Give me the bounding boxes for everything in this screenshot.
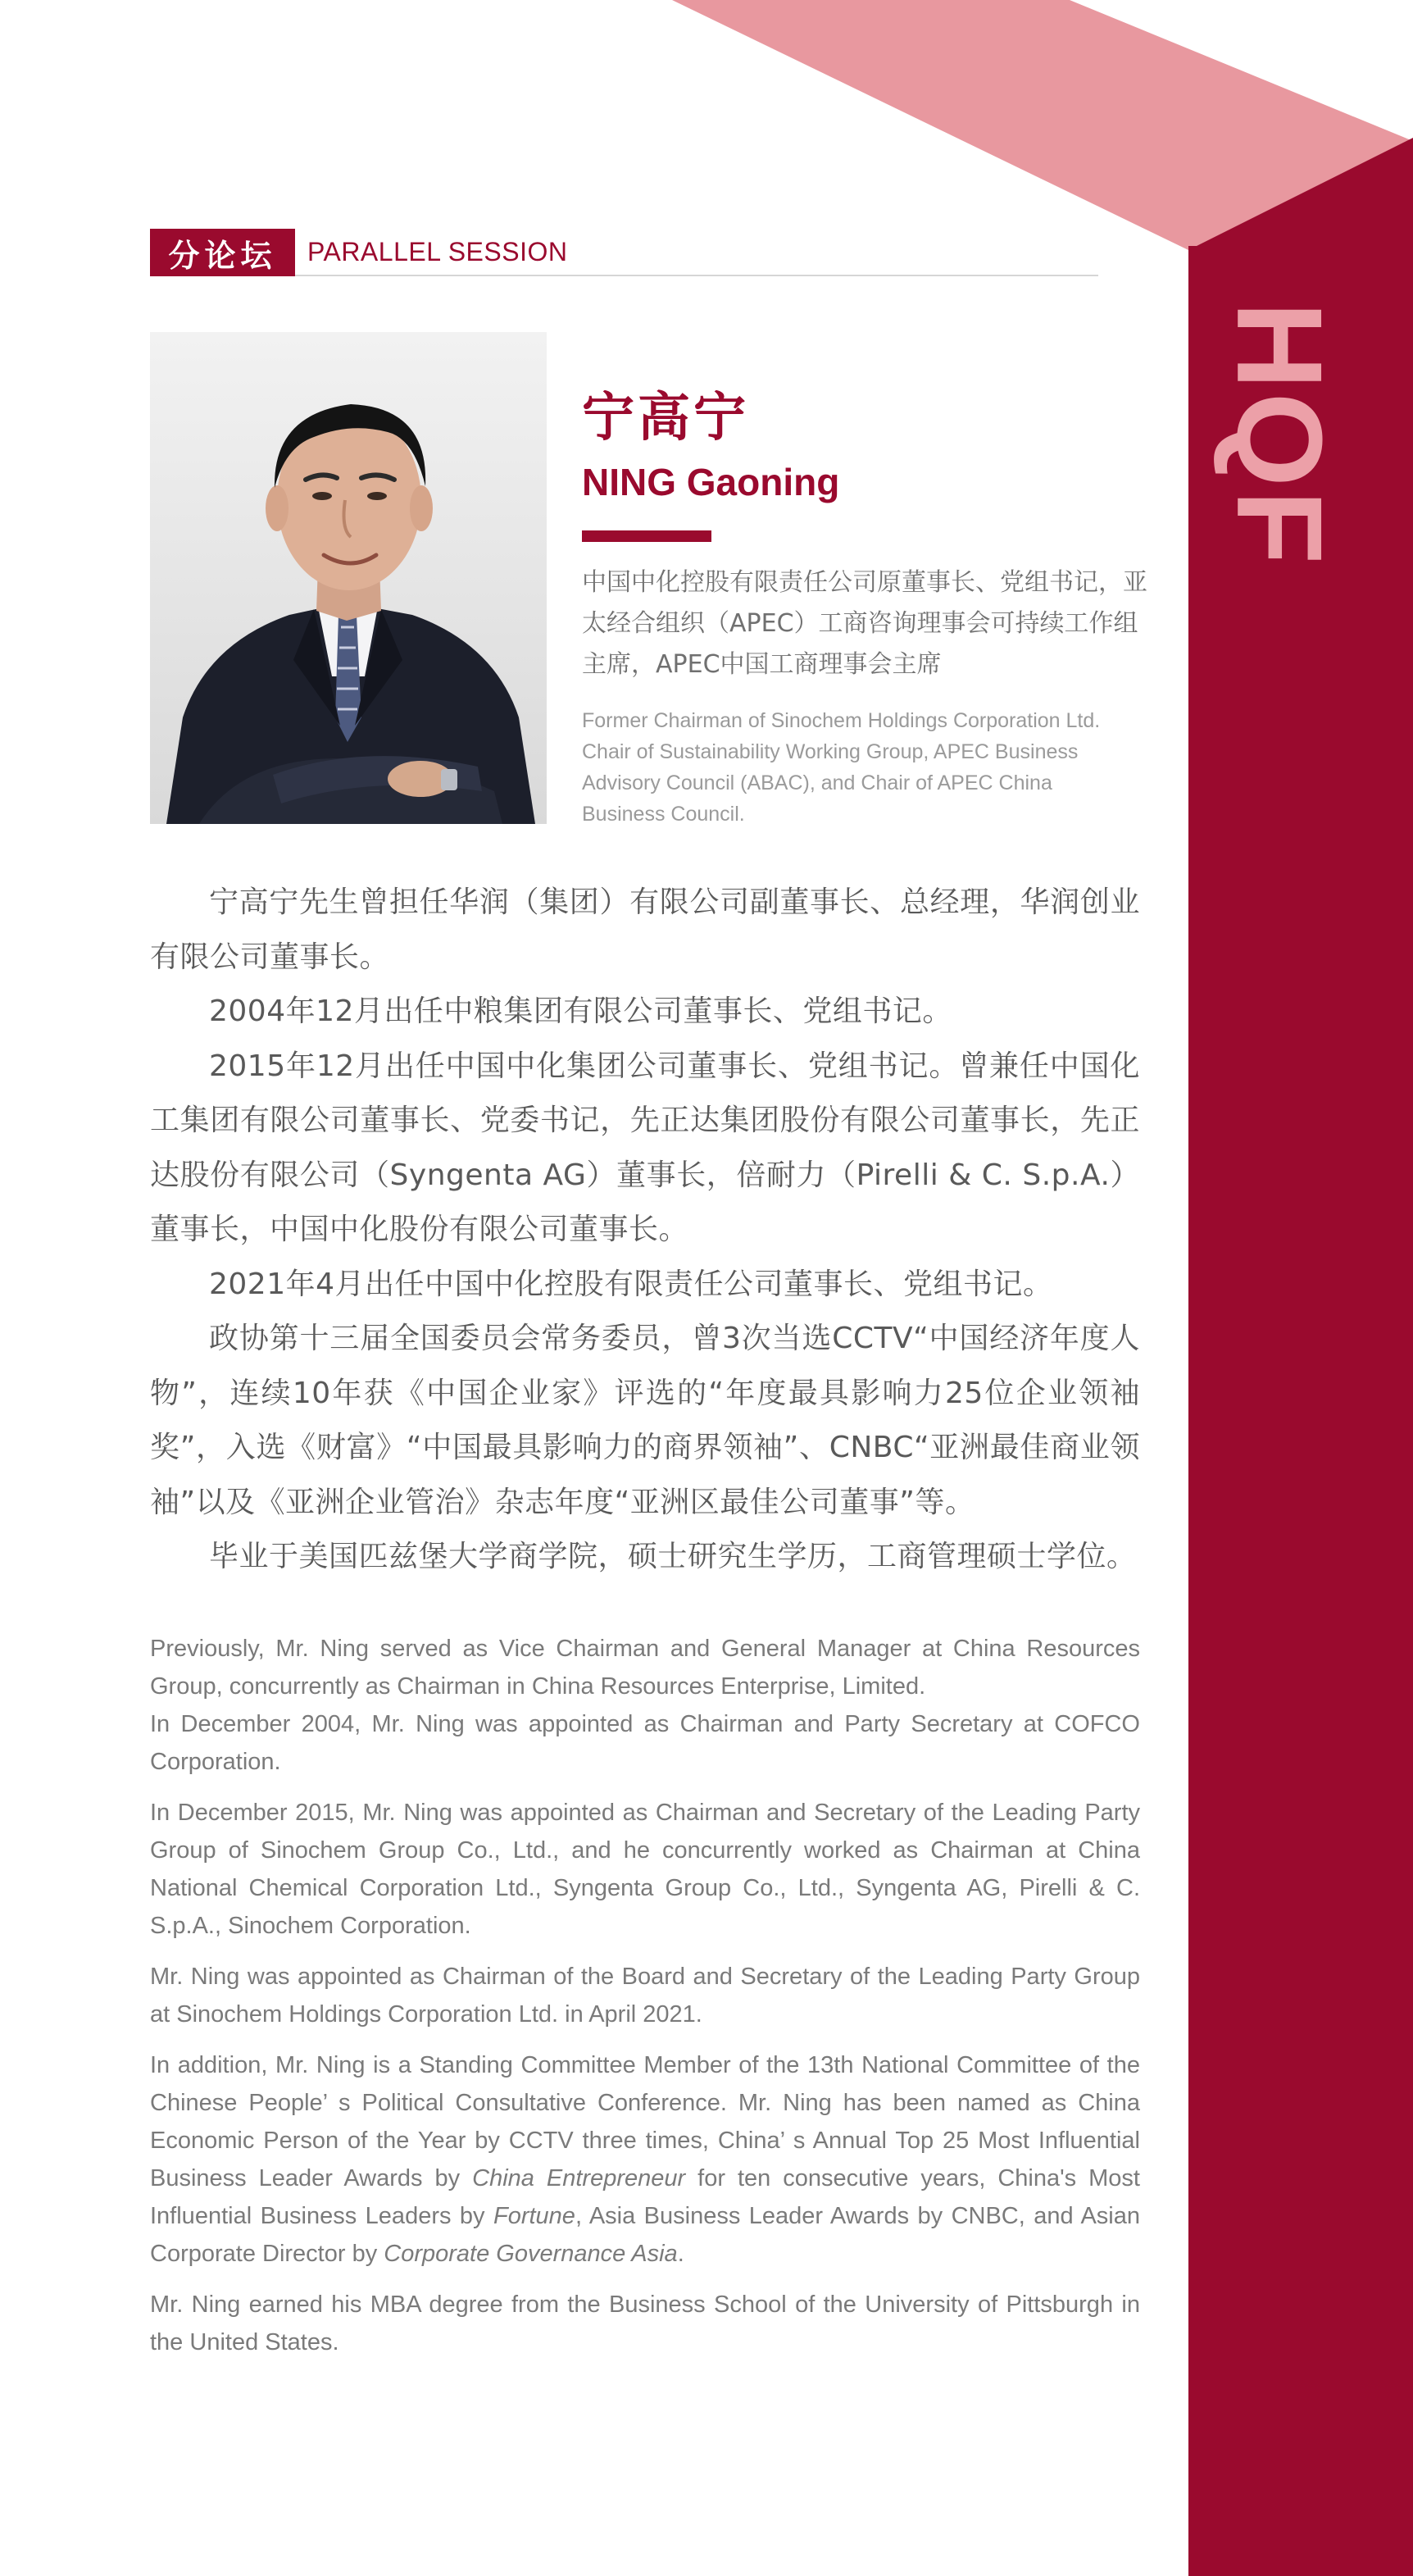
speaker-name-en: NING Gaoning (582, 461, 840, 503)
bio-en-paragraph (150, 2046, 1140, 2273)
hqf-logo (1205, 303, 1352, 566)
bio-cn-paragraph: 政协第十三届全国委员会常务委员，曾3次当选CCTV“中国经济年度人物”，连续10年获《中国企业家》评选的“年度最具影响力25位企业领袖奖”，入选《财富》“中国最具影响力的商界领袖”、CNBC“亚洲最佳商业领袖”以及《亚洲企业管治》杂志年度“亚洲区最佳公司董事”等。 (150, 1322, 1140, 1519)
publication-name: Fortune (493, 2203, 575, 2229)
hqf-logo-text: HQF (1211, 301, 1347, 568)
bio-en-paragraph: Mr. Ning earned his MBA degree from the Business School of the University of Pittsburgh in the United States. (150, 2292, 1140, 2355)
publication-name: Corporate Governance Asia (384, 2241, 678, 2267)
bio-cn (150, 876, 1140, 1585)
bio-en-text: , Asia Business Leader Awards by CNBC, and Asian Corporate Director by (150, 2203, 1140, 2267)
session-label-cn: 分论坛 (150, 229, 295, 276)
bio-cn-paragraph: 宁高宁先生曾担任华润（集团）有限公司副董事长、总经理，华润创业有限公司董事长。 (150, 885, 1140, 974)
name-underline (582, 530, 711, 542)
bio-cn-paragraph: 毕业于美国匹兹堡大学商学院，硕士研究生学历，工商管理硕士学位。 (209, 1540, 1137, 1573)
speaker-title-en: Former Chairman of Sinochem Holdings Corporation Ltd. Chair of Sustainability Working Group, APEC Business Advisory Council (ABAC), and Chair of APEC China Business Council. (582, 709, 1101, 826)
speaker-title-cn: 中国中化控股有限责任公司原董事长、党组书记，亚太经合组织（APEC）工商咨询理事会可持续工作组主席，APEC中国工商理事会主席 (582, 568, 1147, 679)
bio-en-paragraph: Previously, Mr. Ning served as Vice Chairman and General Manager at China Resources Group, concurrently as Chairman in China Resources Enterprise, Limited. (150, 1636, 1140, 1700)
session-label-en: PARALLEL SESSION (307, 237, 568, 266)
bio-en-text: . (677, 2241, 684, 2267)
bio-en-paragraph: In December 2015, Mr. Ning was appointed as Chairman and Secretary of the Leading Party Group of Sinochem Group Co., Ltd., and he concurrently worked as Chairman at China National Chemical Corporation Ltd., Syngenta Group Co., Ltd., Syngenta AG, Pirelli & C. S.p.A., Sinochem Corporation. (150, 1800, 1140, 1939)
speaker-photo (150, 332, 547, 824)
bio-en-text: for ten consecutive years, China's Most Influential Business Leaders by (150, 2165, 1140, 2229)
bio-en (150, 1630, 1140, 2374)
bio-en-paragraph: Mr. Ning was appointed as Chairman of the Board and Secretary of the Leading Party Group at Sinochem Holdings Corporation Ltd. in April 2021. (150, 1964, 1140, 2028)
bio-en-paragraph: In December 2004, Mr. Ning was appointed as Chairman and Party Secretary at COFCO Corporation. (150, 1711, 1140, 1775)
bio-cn-paragraph: 2015年12月出任中国中化集团公司董事长、党组书记。曾兼任中国化工集团有限公司董事长、党委书记，先正达集团股份有限公司董事长，先正达股份有限公司（Syngenta AG）董事长，倍耐力（Pirelli & C. S.p.A.）董事长，中国中化股份有限公司董事长。 (150, 1049, 1140, 1246)
header-divider (295, 275, 1098, 276)
session-header (150, 229, 1098, 276)
bio-en-text: In addition, Mr. Ning is a Standing Committee Member of the 13th National Committee of the Chinese People’ s Political Consultative Conference. Mr. Ning has been named as China Economic Person of the Year by CCTV three times, China’ s Annual Top 25 Most Influential Business Leader Awards by (150, 2052, 1140, 2191)
publication-name: China Entrepreneur (472, 2165, 686, 2191)
speaker-name-cn: 宁高宁 (582, 388, 749, 448)
portrait-illustration (150, 332, 547, 824)
bio-cn-paragraph: 2021年4月出任中国中化控股有限责任公司董事长、党组书记。 (209, 1267, 1053, 1301)
right-accent-bar (1188, 246, 1413, 2576)
bio-cn-paragraph: 2004年12月出任中粮集团有限公司董事长、党组书记。 (209, 994, 952, 1028)
